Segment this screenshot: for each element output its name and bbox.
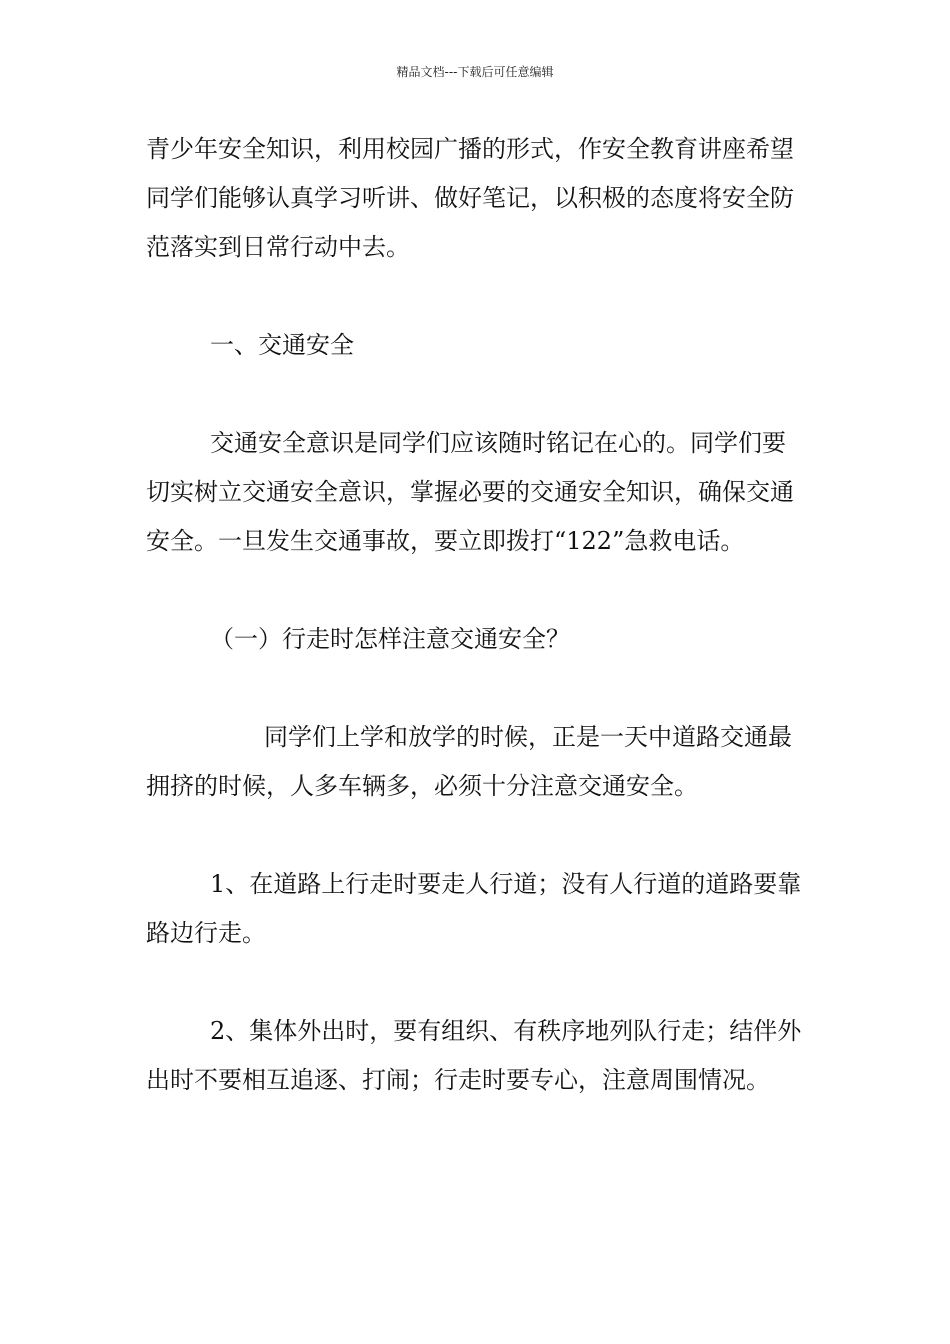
- spacer: [146, 664, 808, 713]
- section-heading-traffic-safety: 一、交通安全: [210, 331, 354, 359]
- spacer: [146, 370, 808, 419]
- paragraph-traffic-awareness: 交通安全意识是同学们应该随时铭记在心的。同学们要切实树立交通安全意识，掌握必要的交通安全知识，确保交通安全。一旦发生交通事故，要立即拨打“122”急救电话。: [146, 429, 794, 555]
- page-header: 精品文档---下载后可任意编辑: [396, 65, 554, 79]
- list-item-1: 1、在道路上行走时要走人行道；没有人行道的道路要靠路边行走。: [146, 870, 802, 947]
- paragraph-commute: 同学们上学和放学的时候，正是一天中道路交通最拥挤的时候，人多车辆多，必须十分注意交通安全。: [146, 723, 792, 800]
- spacer: [146, 566, 808, 615]
- spacer: [146, 958, 808, 1007]
- document-body: [146, 125, 808, 1105]
- spacer: [146, 811, 808, 860]
- list-item-2: 2、集体外出时，要有组织、有秩序地列队行走；结伴外出时不要相互追逐、打闹；行走时要专心，注意周围情况。: [146, 1017, 802, 1094]
- paragraph-intro: 青少年安全知识，利用校园广播的形式，作安全教育讲座希望同学们能够认真学习听讲、做好笔记，以积极的态度将安全防范落实到日常行动中去。: [146, 135, 794, 261]
- spacer: [146, 272, 808, 321]
- subheading-walking-safety: （一）行走时怎样注意交通安全？: [210, 625, 570, 653]
